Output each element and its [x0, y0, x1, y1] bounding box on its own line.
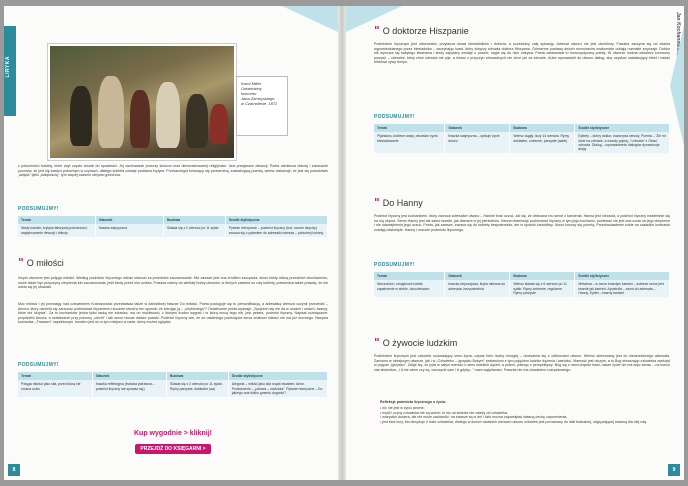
- table-header-row: [374, 124, 670, 132]
- list-item: • jest ktoś inny, kto decyduje o losie człowieka, dlatego w dwóch ostatnich wersach utworu człowiek jest porównany do lalki teatralnej, odgrywającej nadaną dla niej rolę.: [380, 420, 670, 425]
- summary-label-1: PODSUMUJMY!: [18, 206, 59, 212]
- section-heading-doctor: [374, 24, 469, 37]
- right-page: [346, 6, 684, 480]
- right-page-number: 9: [668, 464, 680, 476]
- table-header-row: [18, 372, 328, 380]
- section-heading-life-text: O żywocie ludzkim: [382, 338, 458, 348]
- table-header-cell: Gatunek: [445, 124, 510, 132]
- quote-mark-icon: ": [374, 24, 380, 37]
- table-header-cell: Budowa: [167, 372, 229, 380]
- painting-illustration: [48, 44, 236, 160]
- table-header-row: [374, 272, 670, 280]
- table-cell: Składa się z 2 wersów po 11 sylab: [163, 224, 225, 237]
- section-heading-love-text: O miłości: [26, 258, 64, 268]
- table-header-cell: Środki stylistyczne: [575, 124, 670, 132]
- love-paragraph-2: Moc miłości i jej przewagę nad człowiekiem Kochanowski przedstawia także w żartobliwej fraszce Do miłości. Poeta posługuje się tu personifikacją, a adresatką wiersza uczynił przedmiot – Amora, który ośmiela się zarzucać podmiotowi lirycznemu rzucanie strzał w ten sposób, że kierując ją – „chybionego”? Ostatecznie poeta wyznaje: „Spojrzeń się nie da w oczach i ustach, twarzy; które też ukrywa”. Za to kochanków jedna tylko łaską nie zdradza, ma on możliwości, z którymi trudno wygrać i w którą mocą tego nie, jest pewna, podmiot liryczny. Napisał rozwiązanie: przydzielić Amora, a ostatecznie przy pomocy „chichi” i tak serce rzucać dalsze pociski. Podmiot liryczny wie, że do ostatniego pociśnięcia serca znakowi miłości nie ma już mocnego. Nazywa kochanka, „Frassem” napełnionym, bowiem jest on w tym miejscu w ranie, którą można oglądać.: [18, 302, 328, 325]
- table-cell: fraszka refleksyjna (fraszka potrawna – podmiot liryczny nie sprawia się): [92, 380, 166, 397]
- table-cell: fraszka satyryczna: [95, 224, 163, 237]
- quote-mark-icon: ": [374, 196, 380, 209]
- quote-mark-icon: ": [374, 336, 380, 349]
- table-header-cell: Środki stylistyczne: [225, 216, 327, 224]
- left-side-tab: [4, 26, 16, 116]
- summary-table-2: [18, 372, 328, 397]
- list-item: • nic nie jest w życiu pewne,: [380, 406, 670, 411]
- table-cell: fraszka satyryczna – opisuje życie dworu: [445, 132, 510, 153]
- table-header-cell: Gatunek: [95, 216, 163, 224]
- table-header-cell: Środki stylistyczne: [575, 272, 670, 280]
- left-page-number: 8: [8, 464, 20, 476]
- summary-label-2: PODSUMUJMY!: [18, 362, 59, 368]
- table-cell: Wiersz ciągły, liczy 14 wersów. Rymy dokładne, zmienne, parzyste (aabb): [510, 132, 575, 153]
- section-heading-hanna: [374, 196, 423, 209]
- life-paragraph: Podmiotem lirycznym jest człowiek rozważający sens życia, używa form liczby mnogiej – utożsamia się z odbiorcami utworu. Wiersz skierowany jest do nieokreślonego adresata. Zarówno w niniejszym utworze, jak i w „Człowieku – igrzysku Bożym” zestawiono z tym pojęciem ludzkie dążenia i wartości. Marność jest niczym, a to Bóg stwarzając człowieka zasłużył w pojęcie „igrzysko”. Zdaje się, że pyta w całym wierszu o sens ludzkich dążeń, a potem, patrząc z perspektywy: Bóg się z nami chętnie bawi, nasze życie nie ma więc sensu – na końcu zaś stwierdza, „/ A nie wiem czy są, oszczędź sam / A gdyby...” mam wątpliwości. Fraszka nie ma charakteru rozrywkowego.: [374, 354, 670, 372]
- table-row: [374, 280, 670, 297]
- left-side-tab-label: LIRYKA: [5, 56, 11, 78]
- table-cell: Pijaństwo, kobiece wady, dworskie życie, biesiadowanie: [374, 132, 445, 153]
- go-to-bookstore-button[interactable]: PRZEJDŹ DO KSIĘGARNI >: [135, 444, 210, 454]
- table-cell: fraszka obyczajowa, liryka miłosna do adresata, bezpośrednia: [445, 280, 510, 297]
- section-heading-love: [18, 256, 64, 269]
- intro-paragraph: z pobożności kobiety, które zbyt często chodzi do spowiedzi. Jej zachowanie przeczy słowom oraz demonstrowanej religijności. Jest przejawem dewocji. Poeta ośmiesza obłudę i zwracanie pozorów, że jest się bardzo pobożnym w czynach, dlatego kobieta zostaje poddana krytyce. Przeszczegół kończący się przewrotną, zaskakującą puentą, wiersz wskazuje, że jest się prawdziwie „święta” tylko „świętością”, tym więcej czasem obrywa grzechów.: [18, 164, 328, 178]
- table-cell: Alegoria – miłość jako siła rządzi światem. Amor. Powtórzenie – „polowa – ucieczka”. Pytanie retoryczne – Do jakiego ona blisko gmentu dogonić?: [228, 380, 327, 397]
- table-header-row: [18, 216, 328, 224]
- summary-table-1: [18, 216, 328, 237]
- table-header-cell: Temat: [374, 124, 445, 132]
- table-header-cell: Budowa: [510, 272, 575, 280]
- table-cell: Składa się z 2 wersów po 11 sylab. Rymy parzyste, dokładne (aa): [167, 380, 229, 397]
- table-row: [18, 380, 328, 397]
- painting-caption: Karol Miller Odwiedziny koncertu Jana Zamoyskiego w Czarnolesie, 1872: [236, 76, 288, 136]
- summary-label-4: PODSUMUJMY!: [374, 262, 415, 268]
- right-edge-triangle: [670, 26, 684, 146]
- table-header-cell: Gatunek: [445, 272, 510, 280]
- table-cell: Potęga miłości jako siła, przed którą nie można uciec: [18, 380, 92, 397]
- book-gutter: [338, 6, 346, 480]
- table-cell: Wady ludzkie; krytyka fałszywej pobożności; napiętnowanie dewocji i obłudy: [18, 224, 95, 237]
- hanna-paragraph: Podmiot liryczny jest kochankiem, który zarzuca adresatce utworu – Hannie brak uczuć, żal się, że obiecana mu serce z kamienia. Hanna jest nieczuła, a podmiot liryczny ewidentnie się na nią zżyma. Serce Hanny jest tak samo twarde, jak diament w jej pierścieniu. Hanna obserwuje podmiotowi liryczny w tym jego kochaniu, ponieważ nie jest ona czuła na jego cierpienie i nie odwzajemnia jego uczuć. Poeta, jak zawsze, zwraca się do kobiety bezpośrednio, ale w sposób żartobliwy. Utwór kończy się puentą. Przeciwstawienie sobie na zasadzie kontrastu zostają odsłonięte. Hanny i uczucie podmiotu lirycznego.: [374, 214, 670, 232]
- left-corner-triangle: [282, 6, 338, 32]
- left-page: [4, 6, 338, 480]
- bullets-intro: Refleksje podmiotu lirycznego o życiu:: [380, 400, 447, 404]
- list-item: • wszystko dociera, ale nie może zadowolić; na zawsze są w dni i dziś można zapamiętać własną cechę zapomnienia,: [380, 415, 670, 420]
- table-row: [374, 132, 670, 153]
- summary-table-3: [374, 124, 670, 153]
- table-header-cell: Budowa: [163, 216, 225, 224]
- summary-label-3: PODSUMUJMY!: [374, 114, 415, 120]
- section-heading-hanna-text: Do Hanny: [382, 198, 423, 208]
- table-cell: Epitety – dobry doktor, towarzysz wesoły. Puenta – ‘Źle mi idzie na zdrowie, a wesoły pójmę, ‘l zdrowie’ z Głosu’ zdrowia. Dialog – wprowadzenie dialogów dynamizuje akcję: [575, 132, 670, 153]
- table-header-cell: Temat: [374, 272, 445, 280]
- right-side-tab-label: Jan Kochanowski, Fraszki (wybór): [675, 12, 681, 94]
- table-row: [18, 224, 328, 237]
- table-cell: Pytanie retoryczne – podmiot liryczny (tzw. mocne kłopoty) zwraca się z pytaniem do adresatki wiersza – pobożnej kobiety: [225, 224, 327, 237]
- table-header-cell: Temat: [18, 216, 95, 224]
- section-heading-doctor-text: O doktorze Hiszpanie: [382, 26, 469, 36]
- table-header-cell: Budowa: [510, 124, 575, 132]
- table-cell: Nieczułość i obojętność kobiet, zapatrzenie w siebie, okrucieństwo: [374, 280, 445, 297]
- summary-table-4: [374, 272, 670, 297]
- table-cell: Metafora – w sercu twardym kamień – kobiece serce jest twarde jak kamień. Apostrofa – zwrot do adresata – Hanny. Epitet – twardy kamień: [575, 280, 670, 297]
- section-heading-life: [374, 336, 457, 349]
- table-header-cell: Środki stylistyczne: [228, 372, 327, 380]
- reflection-list: [380, 406, 670, 424]
- table-header-cell: Gatunek: [92, 372, 166, 380]
- quote-mark-icon: ": [18, 256, 24, 269]
- promo-text: Kup wygodnie > kliknij!: [134, 430, 212, 437]
- bookstore-promo: [134, 430, 212, 455]
- list-item: • myśli i czyny człowieka nie są wolne; to nic na świecie nie zależy od człowieka,: [380, 411, 670, 416]
- table-header-cell: Temat: [18, 372, 92, 380]
- doctor-paragraph: Podmiotem lirycznym jest obserwator, przytacza słowa biesiadników i doktora, a uczestnicy cały sytuację. Adresat utworu nie jest określony. Fraszka zaczyna się od zdania wypowiedzianego przez biesiadnika – zaczynając toast, który dotyczy zdrowia doktora Hiszpana. Odmienne postawy dwóch rozmówców znakomicie oddają rozmaite zwyczaje. Doktor nie wyrzuca się świętego lekarstwa i kiedy zapytany zostaje o powód, nagle się do nich odzywa. Poeta zastosował tu humorystyczną pointę. W utworze można odnaleźć komiczny pomysł: – człowiek, który chce zdrowia nie pije, a lekarz z przyczyn zdrowotnych nie chce pić za zdrowie. Autor wprowadził do utworu dialog, aby uzyskać zaskakujący efekt i nadać tekstowi żywy tempo.: [374, 42, 670, 65]
- table-cell: Wiersz składa się z 6 wersów po 11 sylab. Rymy zmienne, regularne. Rymy parzyste: [510, 280, 575, 297]
- love-paragraph-1: Innym utworem jest potęga miłości. Według podmiotu lirycznego miłość stanowi za przedmiot zaczarowanie. Nie zawsze jest ona źródłem szczęścia, skoro kiedy widzą przedmiot ukochanemu, może także być przyczyną cierpienia lub zaczarowania, jeśli kiedy przed nim ucieka. Fraszka należy do wielkiej liczby utworów, w których zawiera on rolę kobiety, potwierdza także prawdę, że nie warto się jej obawiać.: [18, 276, 328, 290]
